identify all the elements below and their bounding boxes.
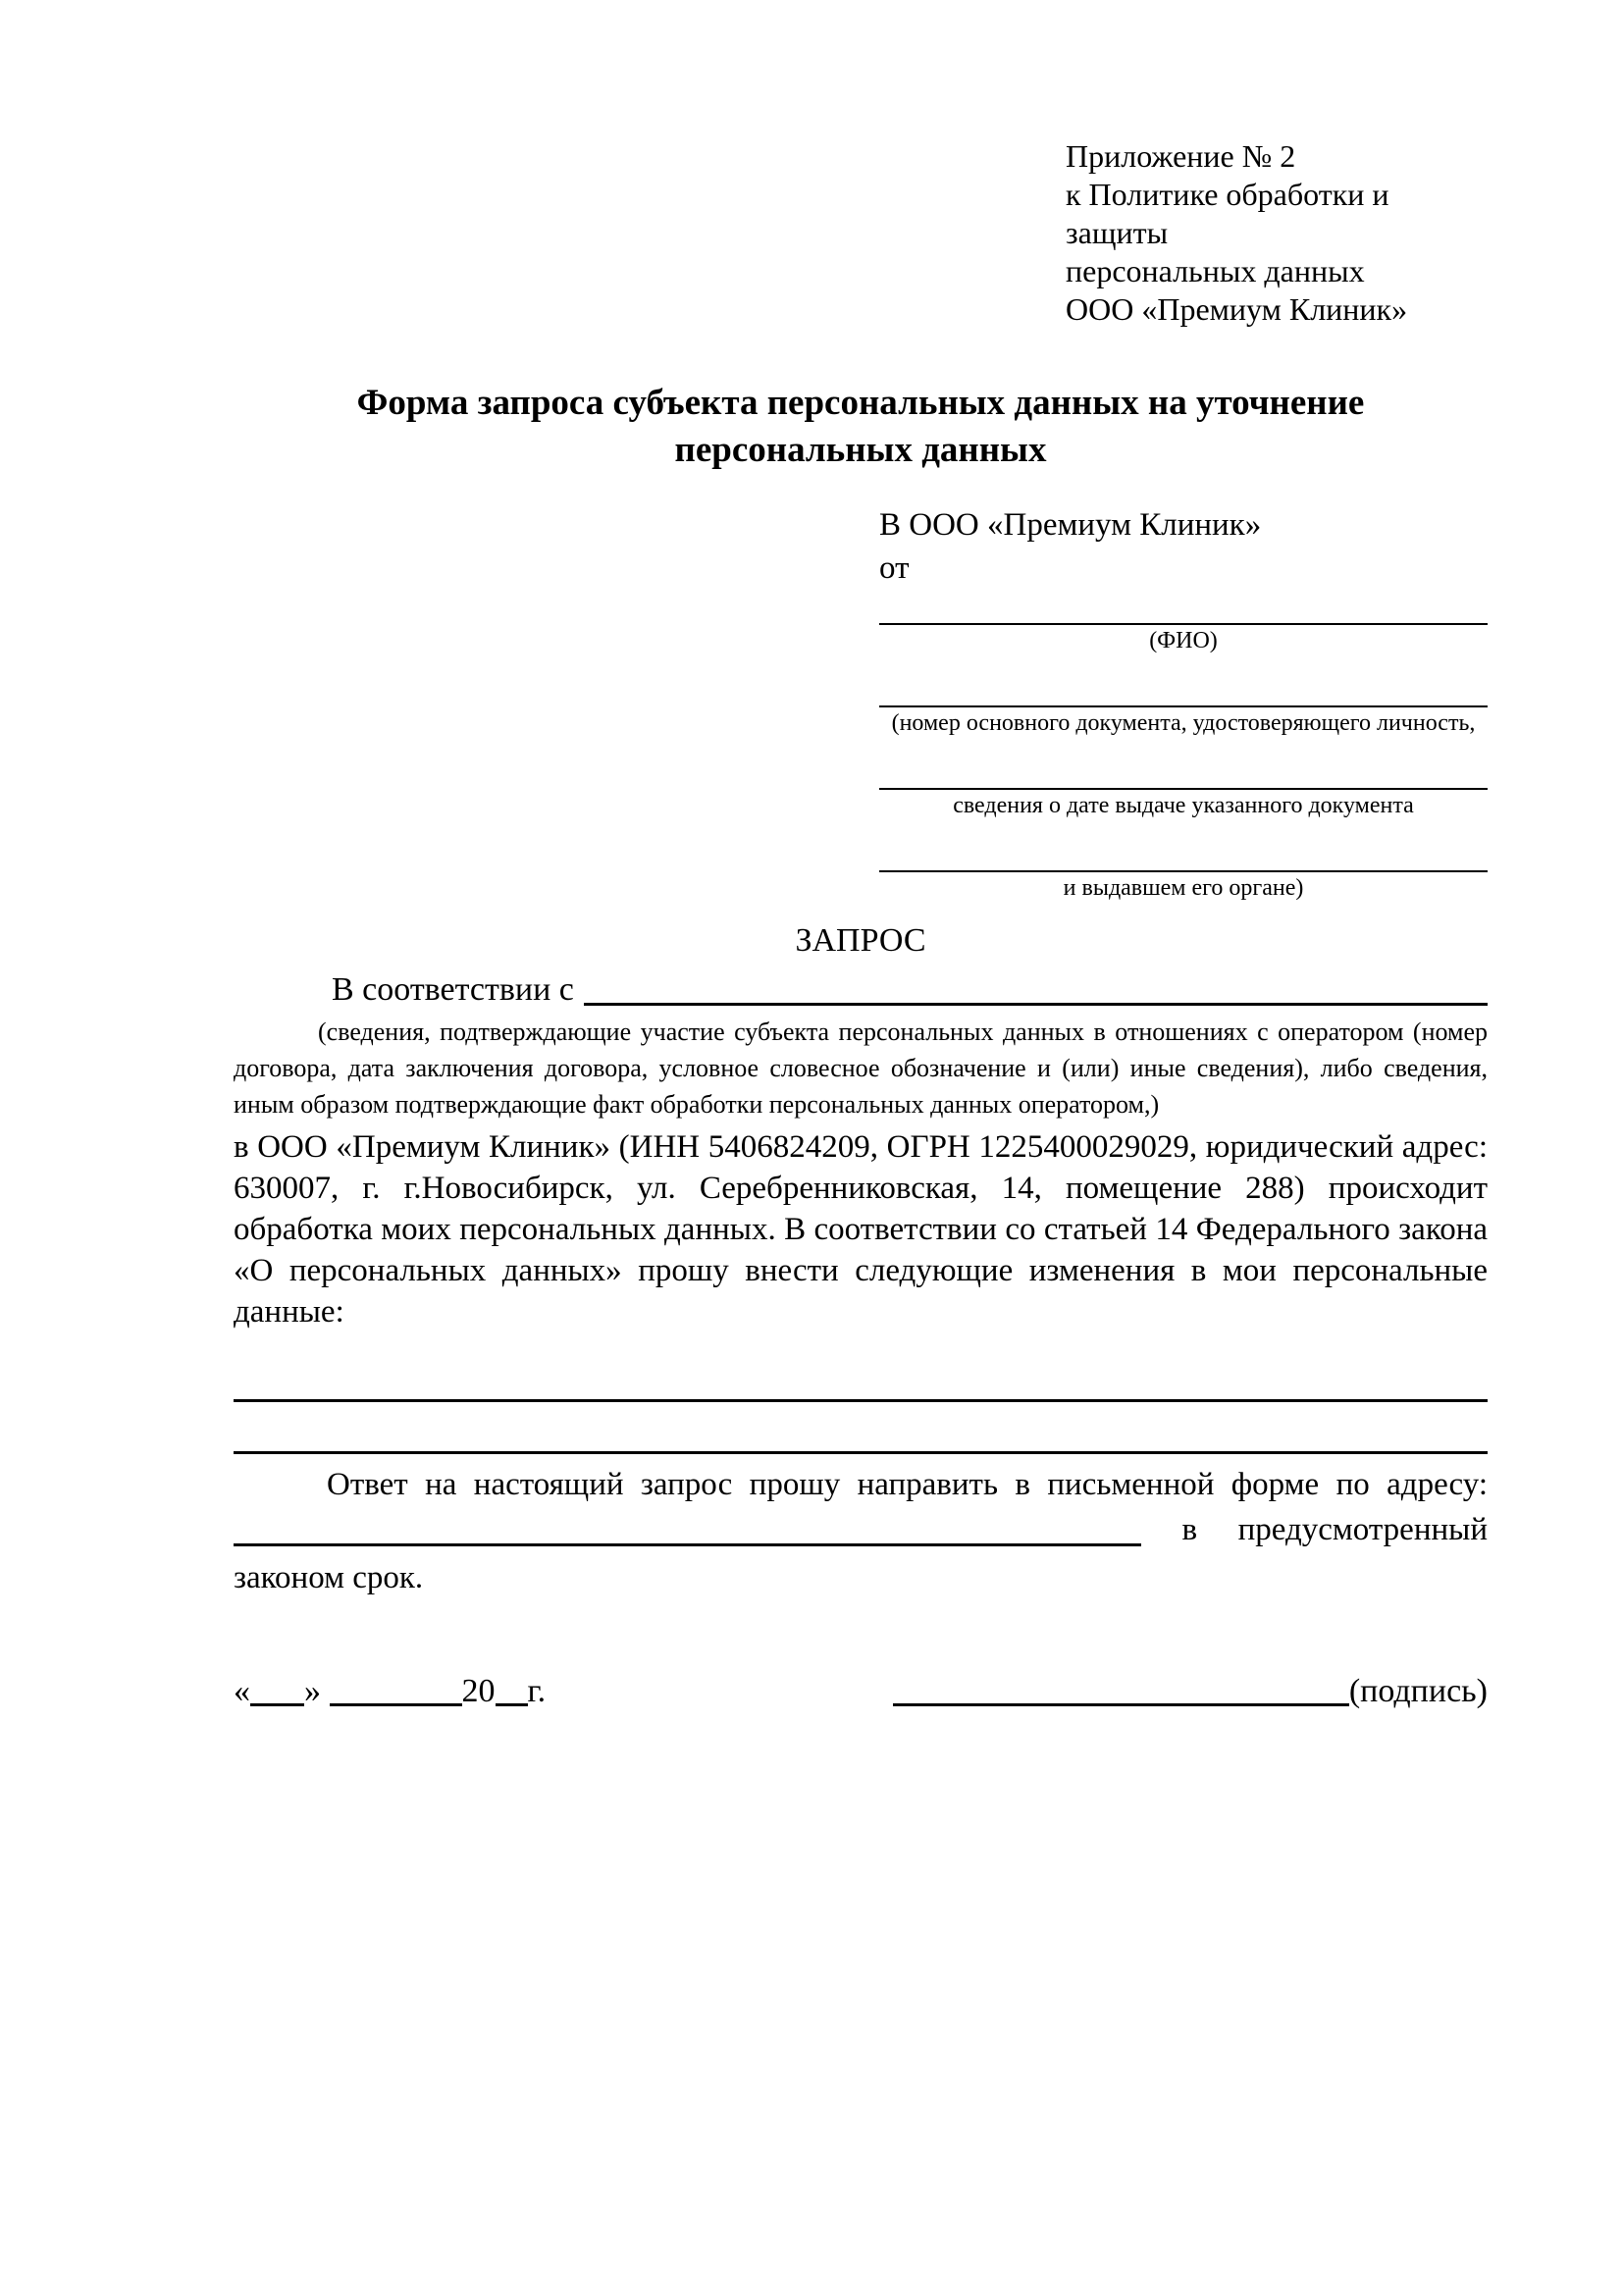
addressee-to: В ООО «Премиум Клиник» xyxy=(879,507,1262,543)
appendix-note xyxy=(1066,137,1488,329)
intro-line xyxy=(234,966,1488,1014)
date-field xyxy=(234,1670,546,1713)
date-year-blank xyxy=(496,1670,528,1706)
date-month-blank xyxy=(330,1670,462,1706)
appendix-note-line: персональных данных xyxy=(1066,253,1365,288)
date-day-blank xyxy=(250,1670,304,1706)
date-year-suffix: г. xyxy=(527,1673,547,1709)
document-content xyxy=(234,137,1488,1713)
intro-blank-line xyxy=(584,1003,1488,1006)
date-signature-row xyxy=(234,1670,1488,1713)
fio-blank-line xyxy=(879,590,1488,625)
appendix-note-line: Приложение № 2 xyxy=(1066,138,1296,174)
reply-word-predusmotrenny: предусмотренный xyxy=(1237,1512,1488,1547)
request-body: в ООО «Премиум Клиник» (ИНН 5406824209, ОГРН 1225400029029, юридический адрес: 630007, г. г.Новосибирск, ул. Серебренниковская, 14, помещение 288) происходит обработка моих персональных данных. В соответствии со статьей 14 Федерального закона «О персональных данных» прошу внести следующие изменения в мои персональные данные: xyxy=(234,1129,1488,1330)
issue-date-caption: сведения о дате выдаче указанного документа xyxy=(953,793,1414,818)
document-title: Форма запроса субъекта персональных данных на уточнение персональных данных xyxy=(356,383,1365,470)
intro-prefix: В соответствии с xyxy=(332,971,574,1008)
issuing-authority-blank-line xyxy=(879,819,1488,872)
appendix-note-line: к Политике обработки и защиты xyxy=(1066,177,1389,250)
reply-tail: законом срок. xyxy=(234,1560,424,1595)
id-document-number-caption: (номер основного документа, удостоверяющего личность, xyxy=(891,710,1476,736)
issuing-authority-caption: и выдавшем его органе) xyxy=(1063,875,1304,901)
date-quote-open: « xyxy=(234,1673,250,1709)
changes-blank-line-2 xyxy=(234,1402,1488,1454)
fio-caption: (ФИО) xyxy=(1149,628,1218,653)
changes-blank-line-1 xyxy=(234,1350,1488,1402)
addressee-block xyxy=(879,503,1488,902)
signature-blank-line xyxy=(893,1670,1349,1706)
request-heading: ЗАПРОС xyxy=(795,922,926,959)
id-document-number-blank-line xyxy=(879,654,1488,707)
intro-note: (сведения, подтверждающие участие субъекта персональных данных в отношениях с оператором (номер договора, дата заключения договора, условное словесное обозначение и (или) иные сведения), либо сведения, иным образом подтверждающие факт обработки персональных данных оператором,) xyxy=(234,1018,1488,1119)
date-quote-close: » xyxy=(304,1673,321,1709)
reply-address-line xyxy=(234,1505,1488,1554)
issue-date-blank-line xyxy=(879,737,1488,790)
address-blank-line xyxy=(234,1543,1141,1546)
reply-paragraph: Ответ на настоящий запрос прошу направить в письменной форме по адресу: xyxy=(327,1467,1488,1502)
signature-caption: (подпись) xyxy=(1348,1673,1488,1709)
signature-field xyxy=(893,1670,1488,1713)
appendix-note-line: ООО «Премиум Клиник» xyxy=(1066,291,1408,327)
reply-word-v: в xyxy=(1181,1512,1198,1547)
addressee-from-label: от xyxy=(879,550,910,586)
date-year-prefix: 20 xyxy=(461,1673,496,1709)
